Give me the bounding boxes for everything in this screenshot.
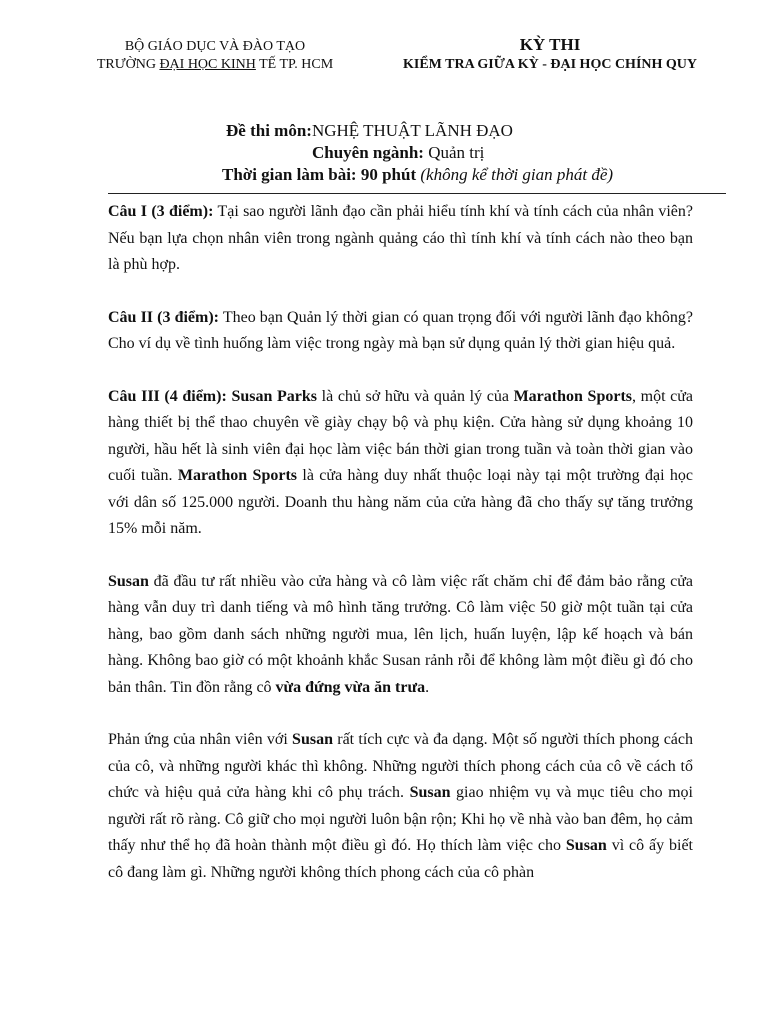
- header-divider: [108, 193, 726, 194]
- major-label: Chuyên ngành:: [312, 143, 424, 162]
- bold-run: vừa đứng vừa ăn trưa: [275, 678, 426, 696]
- exam-title-block: [222, 120, 742, 186]
- exam-type: KỲ THI: [519, 35, 581, 54]
- university-name-post: TẾ TP. HCM: [255, 57, 334, 72]
- text-run: đã đầu tư rất nhiều vào cửa hàng và cô làm việc rất chăm chỉ để đảm bảo rằng cửa hàng vẫn duy trì danh tiếng và mô hình tăng trưởng. Cô làm việc 50 giờ một tuần tại cửa hàng, bao gồm danh sách những người mua, lên lịch, huấn luyện, lập kế hoạch và bán hàng. Không bao giờ có một khoảnh khắc Susan rảnh rỗi để không làm một điều gì đó cho bản thân. Tin đồn rằng cô: [108, 572, 693, 696]
- question-1: [108, 199, 693, 279]
- bold-run: Susan Parks: [231, 387, 317, 405]
- question-3-paragraph-3: [108, 727, 693, 886]
- time-note: (không kể thời gian phát đề): [416, 165, 614, 184]
- subject-label: Đề thi môn:: [226, 121, 312, 140]
- bold-run: Susan: [292, 731, 333, 748]
- question-3-paragraph-1: [108, 384, 693, 543]
- subject-line: [222, 120, 742, 142]
- university-name-pre: TRƯỜNG: [96, 57, 160, 72]
- question-3-paragraph-2: [108, 569, 693, 702]
- bold-run: Susan: [409, 784, 451, 801]
- bold-run: Susan: [108, 572, 149, 590]
- question-2: [108, 305, 693, 358]
- question-1-label: Câu I (3 điểm):: [108, 203, 214, 220]
- bold-run: Susan: [565, 837, 607, 854]
- major-line: [222, 142, 742, 164]
- bold-run: Marathon Sports: [177, 467, 297, 484]
- text-run: vì cô ấy biết cô đang làm gì. Những người không thích phong cách của cô phàn: [108, 837, 694, 881]
- exam-header: [380, 34, 720, 74]
- ministry-name: BỘ GIÁO DỤC VÀ ĐÀO TẠO: [124, 39, 306, 54]
- question-2-label: Câu II (3 điểm):: [108, 308, 219, 326]
- text-run: Phản ứng của nhân viên với: [108, 731, 293, 748]
- question-1-text: Tại sao người lãnh đạo cần phải hiểu tính khí và tính cách của nhân viên? Nếu bạn lựa chọn nhân viên trong ngành quảng cáo thì tính khí và tính cách nào theo bạn là phù hợp.: [108, 203, 694, 273]
- university-name-underlined: ĐẠI HỌC KINH: [159, 57, 256, 72]
- text-run: giao nhiệm vụ và mục tiêu cho mọi người rất rõ ràng. Cô giữ cho mọi người luôn bận rộn; Khi họ về nhà vào ban đêm, họ cảm thấy như thể họ đã hoàn thành một điều gì đó. Họ thích làm việc cho: [108, 784, 694, 854]
- time-label: Thời gian làm bài: 90 phút: [222, 165, 417, 184]
- text-run: rất tích cực và đa dạng. Một số người thích phong cách của cô, và những người khác thì không. Những người thích phong cách của cô về cách tổ chức và hiệu quả cửa hàng khi cô phụ trách.: [108, 731, 693, 801]
- text-run: là chủ sở hữu và quản lý của: [317, 387, 514, 405]
- text-run: .: [425, 678, 430, 696]
- bold-run: Marathon Sports: [513, 387, 632, 405]
- major-name: Quản trị: [423, 143, 485, 162]
- text-run: là cửa hàng duy nhất thuộc loại này tại một trường đại học với dân số 125.000 người. Doanh thu hàng năm của cửa hàng đã cho thấy sự tăng trưởng 15% mỗi năm.: [108, 467, 693, 537]
- question-2-text: Theo bạn Quản lý thời gian có quan trọng đối với người lãnh đạo không? Cho ví dụ về tình huống làm việc trong ngày mà bạn sử dụng quản lý thời gian hiệu quả.: [108, 308, 693, 352]
- time-line: [222, 164, 742, 186]
- university-name: [60, 56, 370, 74]
- exam-session: KIỂM TRA GIỮA KỲ - ĐẠI HỌC CHÍNH QUY: [402, 57, 698, 72]
- text-run: , một cửa hàng thiết bị thể thao chuyên về giày chạy bộ và phụ kiện. Cửa hàng sử dụng khoảng 10 người, hầu hết là sinh viên đại học làm việc bán thời gian trong tuần và toàn thời gian vào cuối tuần.: [108, 387, 694, 484]
- question-3-label: Câu III (4 điểm):: [108, 387, 227, 405]
- ministry-header: [60, 38, 370, 74]
- subject-name: NGHỆ THUẬT LÃNH ĐẠO: [311, 121, 513, 140]
- exam-body: [108, 199, 693, 912]
